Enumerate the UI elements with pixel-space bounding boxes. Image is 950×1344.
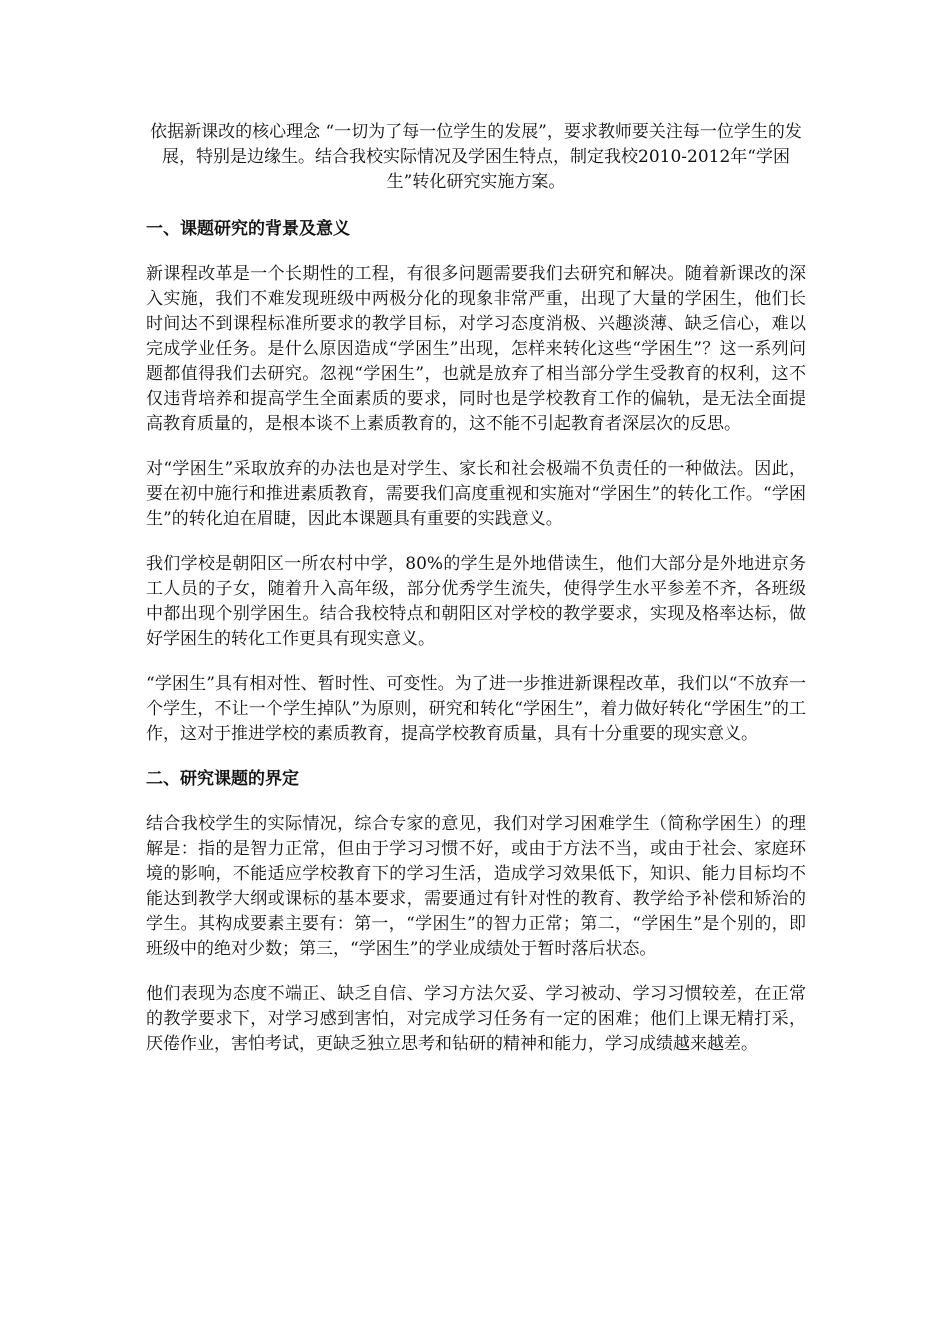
- paragraph: 新课程改革是一个长期性的工程，有很多问题需要我们去研究和解决。随着新课改的深入实施，我们不难发现班级中两极分化的现象非常严重，出现了大量的学困生，他们长时间达不到课程标准所要求的教学目标，对学习态度消极、兴趣淡薄、缺乏信心，难以完成学业任务。是什么原因造成“学困生”出现，怎样来转化这些“学困生”？这一系列问题都值得我们去研究。忽视“学困生”，也就是放弃了相当部分学生受教育的权利，这不仅违背培养和提高学生全面素质的要求，同时也是学校教育工作的偏轨，是无法全面提高教育质量的，是根本谈不上素质教育的，这不能不引起教育者深层次的反思。: [146, 264, 806, 434]
- paragraph: 对“学困生”采取放弃的办法也是对学生、家长和社会极端不负责任的一种做法。因此，要在初中施行和推进素质教育，需要我们高度重视和实施对“学困生”的转化工作。“学困生”的转化迫在眉睫，因此本课题具有重要的实践意义。: [146, 459, 806, 529]
- document-page: [146, 120, 806, 1077]
- paragraph: 他们表现为态度不端正、缺乏自信、学习方法欠妥、学习被动、学习习惯较差，在正常的教学要求下，对学习感到害怕，对完成学习任务有一定的困难；他们上课无精打采，厌倦作业，害怕考试，更缺乏独立思考和钻研的精神和能力，学习成绩越来越差。: [146, 984, 806, 1054]
- paragraph: 我们学校是朝阳区一所农村中学，80%的学生是外地借读生，他们大部分是外地进京务工人员的子女，随着升入高年级，部分优秀学生流失，使得学生水平参差不齐，各班级中都出现个别学困生。结合我校特点和朝阳区对学校的教学要求，实现及格率达标，做好学困生的转化工作更具有现实意义。: [146, 554, 806, 649]
- paragraph: “学困生”具有相对性、暂时性、可变性。为了进一步推进新课程改革，我们以“不放弃一个学生，不让一个学生掉队”为原则，研究和转化“学困生”，着力做好转化“学困生”的工作，这对于推进学校的素质教育，提高学校教育质量，具有十分重要的现实意义。: [146, 674, 806, 744]
- section-heading-definition: 二、研究课题的界定: [146, 769, 299, 789]
- paragraph: 结合我校学生的实际情况，综合专家的意见，我们对学习困难学生（简称学困生）的理解是：指的是智力正常，但由于学习习惯不好，或由于方法不当，或由于社会、家庭环境的影响，不能适应学校教育下的学习生活，造成学习效果低下，知识、能力目标均不能达到教学大纲或课标的基本要求，需要通过有针对性的教育、教学给予补偿和矫治的学生。其构成要素主要有：第一，“学困生”的智力正常；第二，“学困生”是个别的，即班级中的绝对少数；第三，“学困生”的学业成绩处于暂时落后状态。: [146, 814, 806, 959]
- intro-paragraph: 依据新课改的核心理念 “一切为了每一位学生的发展”，要求教师要关注每一位学生的发展，特别是边缘生。结合我校实际情况及学困生特点，制定我校2010-2012年“学困生”转化研究实施方案。: [150, 122, 802, 192]
- section-definition: [146, 767, 806, 1057]
- section-heading-background: 一、课题研究的背景及意义: [146, 219, 350, 239]
- section-background: [146, 217, 806, 747]
